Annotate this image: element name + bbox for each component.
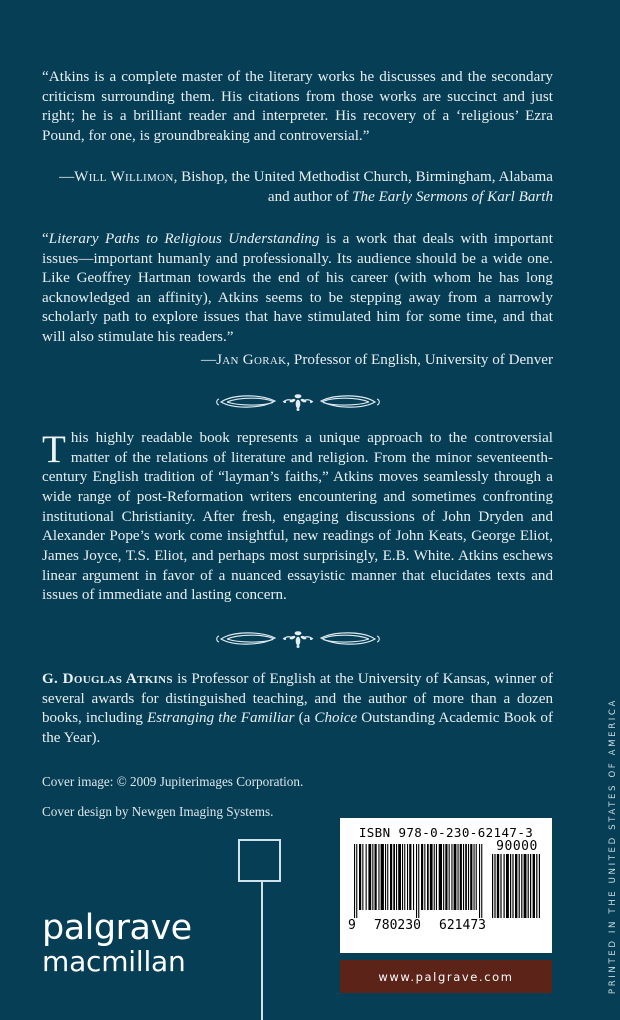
publisher-url-text: www.palgrave.com xyxy=(378,969,514,984)
barcode-bars-addon-icon xyxy=(492,854,542,918)
flourish-ornament-icon xyxy=(213,391,383,413)
blurb-2-body: is a work that deals with important issues—important humanly and professionally. Its audience should be a wide one. Like Geoffrey Hartman towards the end of his career (with whom he has long acknowledged an affinity), Atkins seems to be stepping away from a narrowly scholarly path to explore issues that have stimulated him for some time, and that will also stimulate his readers.” xyxy=(42,231,553,345)
blurb-2-book-title: Literary Paths to Religious Understanding xyxy=(48,231,320,248)
ornament-divider-top xyxy=(42,391,553,413)
flourish-ornament-icon xyxy=(213,628,383,650)
barcode-bars-ean13-icon xyxy=(354,844,484,918)
blurb-2-attribution-rest: , Professor of English, University of Denver xyxy=(286,352,553,369)
blurb-2-attribution-name: Jan Gorak xyxy=(216,352,287,369)
cover-image-credit: Cover image: © 2009 Jupiterimages Corporation. xyxy=(42,773,304,789)
registration-mark-line xyxy=(261,880,263,1020)
author-bio-text-3: Outstanding Academic Book of the Year). xyxy=(42,710,553,747)
cover-text-content xyxy=(42,68,553,833)
author-bio-text-2: (a xyxy=(294,710,315,727)
author-name: G. Douglas Atkins xyxy=(42,671,173,688)
drop-cap: T xyxy=(42,427,66,471)
blurb-1-attribution xyxy=(42,168,553,207)
blurb-2-attribution xyxy=(42,351,553,371)
publisher-logo-line-1: palgrave xyxy=(42,908,192,948)
barcode-digit-group-1: 780230 xyxy=(373,918,421,933)
blurb-2-text xyxy=(42,230,553,347)
ornament-divider-bottom xyxy=(42,628,553,650)
blurb-1-text: “Atkins is a complete master of the literary works he discusses and the secondary criticism surrounding them. His citations from those works are succinct and just right; he is a brilliant reader and interpreter. His recovery of a ‘religious’ Ezra Pound, for one, is groundbreaking and controversial.” xyxy=(42,69,553,144)
blurb-1-attribution-name: Will Willimon xyxy=(74,169,174,186)
blurb-2-attribution-dash: — xyxy=(200,352,217,369)
blurb-1-attribution-title: The Early Sermons of Karl Barth xyxy=(352,188,553,205)
publisher-url-bar[interactable] xyxy=(340,960,552,993)
isbn-label: ISBN 978-0-230-62147-3 xyxy=(358,825,534,840)
blurb-1-attribution-rest: , Bishop, the United Methodist Church, Birmingham, Alabama and author of xyxy=(173,169,553,205)
barcode-digits xyxy=(346,918,488,933)
barcode-block xyxy=(340,818,552,993)
registration-mark-square xyxy=(238,839,281,882)
author-bio xyxy=(42,670,553,749)
author-book-title: Estranging the Familiar xyxy=(147,710,295,727)
barcode-digit-lead: 9 xyxy=(348,918,356,933)
cover-credits xyxy=(42,773,553,820)
description-paragraph xyxy=(42,429,553,606)
barcode-digit-group-2: 621473 xyxy=(439,918,486,933)
blurb-1-attribution-dash: — xyxy=(59,169,75,186)
description-text: his highly readable book represents a unique approach to the controversial matter of the relations of literature and religion. From the minor seventeenth-century English tradition of “layman’s faiths,” Atkins moves seamlessly through a wide range of post-Reformation writers encountering and sometimes confronting institutional Christianity. After fresh, engaging discussions of John Dryden and Alexander Pope’s work come insightful, new readings of John Keats, George Eliot, James Joyce, T.S. Eliot, and perhaps most surprisingly, E.B. White. Atkins eschews linear argument in favor of a nuanced essayistic manner that elucidates texts and issues of immediate and lasting concern. xyxy=(42,429,553,604)
printed-in-country-text: PRINTED IN THE UNITED STATES OF AMERICA xyxy=(608,697,618,994)
barcode-addon-value: 90000 xyxy=(496,839,538,854)
publisher-logo xyxy=(42,908,192,979)
blurb-2-open-quote: “ xyxy=(42,231,49,248)
author-award-name: Choice xyxy=(314,710,358,727)
author-bio-text-1: is Professor of English at the University of Kansas, winner of several awards for distinguished teaching, and the author of more than a dozen books, including xyxy=(42,671,553,727)
publisher-logo-line-2: macmillan xyxy=(42,945,186,979)
cover-design-credit: Cover design by Newgen Imaging Systems. xyxy=(42,804,274,819)
